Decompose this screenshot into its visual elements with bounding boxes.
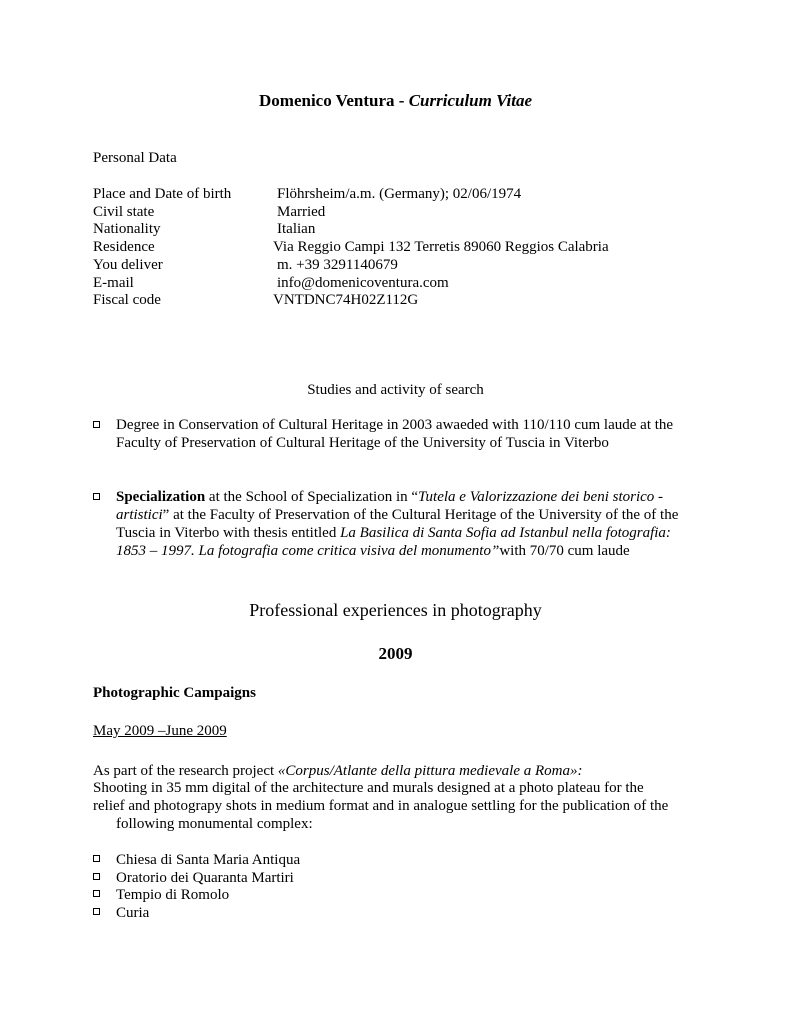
document-title bbox=[0, 92, 791, 110]
project-intro-line bbox=[93, 762, 582, 780]
bullet-icon bbox=[93, 908, 100, 915]
bullet-icon bbox=[93, 855, 100, 862]
title-doc: Curriculum Vitae bbox=[408, 91, 532, 110]
spec-text-b: ” at the Faculty of Preservation of the Cultural Heritage of the University of the of the bbox=[162, 507, 679, 523]
title-name: Domenico Ventura - bbox=[259, 91, 409, 110]
bullet-icon bbox=[93, 873, 100, 880]
project-desc-3: following monumental complex: bbox=[116, 816, 313, 832]
list-item: Curia bbox=[116, 905, 150, 921]
spec-italic-1: Tutela e Valorizzazione dei beni storico - bbox=[418, 489, 664, 505]
professional-heading: Professional experiences in photography bbox=[249, 600, 542, 620]
year-heading: 2009 bbox=[378, 644, 413, 663]
spec-text-c: Tuscia in Viterbo with thesis entitled bbox=[116, 525, 341, 541]
label-civil-state: Civil state bbox=[93, 204, 155, 220]
personal-data-heading: Personal Data bbox=[93, 150, 177, 166]
spec-italic-4: 1853 – 1997. La fotografia come critica visiva del monumento” bbox=[116, 543, 500, 559]
value-nationality: Italian bbox=[277, 221, 316, 237]
spec-italic-2: artistici bbox=[116, 507, 163, 523]
bullet-icon bbox=[93, 421, 100, 428]
bullet-icon bbox=[93, 890, 100, 897]
list-item: Tempio di Romolo bbox=[116, 887, 230, 903]
label-birth: Place and Date of birth bbox=[93, 186, 232, 202]
spec-text-a: at the School of Specialization in “ bbox=[205, 489, 419, 505]
value-phone: m. +39 3291140679 bbox=[277, 257, 398, 273]
project-desc-1: Shooting in 35 mm digital of the architecture and murals designed at a photo plateau for the bbox=[93, 780, 644, 796]
period: May 2009 –June 2009 bbox=[93, 723, 227, 739]
degree-line-2: Faculty of Preservation of Cultural Heritage of the University of Tuscia in Viterbo bbox=[116, 435, 609, 451]
list-item: Chiesa di Santa Maria Antiqua bbox=[116, 852, 301, 868]
value-civil-state: Married bbox=[277, 204, 326, 220]
project-desc-2: relief and photograpy shots in medium format and in analogue settling for the publication of the bbox=[93, 798, 669, 814]
campaigns-heading: Photographic Campaigns bbox=[93, 685, 256, 701]
value-fiscal-code: VNTDNC74H02Z112G bbox=[273, 292, 419, 308]
value-birth: Flöhrsheim/a.m. (Germany); 02/06/1974 bbox=[277, 186, 522, 202]
specialization-paragraph bbox=[116, 488, 716, 560]
label-email: E-mail bbox=[93, 275, 134, 291]
list-item: Oratorio dei Quaranta Martiri bbox=[116, 870, 294, 886]
spec-text-d: with 70/70 cum laude bbox=[499, 543, 630, 559]
label-phone: You deliver bbox=[93, 257, 163, 273]
label-residence: Residence bbox=[93, 239, 155, 255]
project-name: «Corpus/Atlante della pittura medievale a Roma»: bbox=[277, 763, 583, 779]
degree-line-1: Degree in Conservation of Cultural Heritage in 2003 awaeded with 110/110 cum laude at the bbox=[116, 417, 674, 433]
bullet-icon bbox=[93, 493, 100, 500]
spec-bold: Specialization bbox=[116, 489, 206, 505]
studies-heading: Studies and activity of search bbox=[307, 382, 484, 398]
label-nationality: Nationality bbox=[93, 221, 161, 237]
value-residence: Via Reggio Campi 132 Terretis 89060 Reggios Calabria bbox=[273, 239, 609, 255]
project-intro: As part of the research project bbox=[93, 763, 278, 779]
degree-paragraph bbox=[116, 416, 716, 452]
value-email[interactable]: info@domenicoventura.com bbox=[277, 275, 449, 291]
spec-italic-3: La Basilica di Santa Sofia ad Istanbul nella fotografia: bbox=[340, 525, 671, 541]
label-fiscal-code: Fiscal code bbox=[93, 292, 161, 308]
